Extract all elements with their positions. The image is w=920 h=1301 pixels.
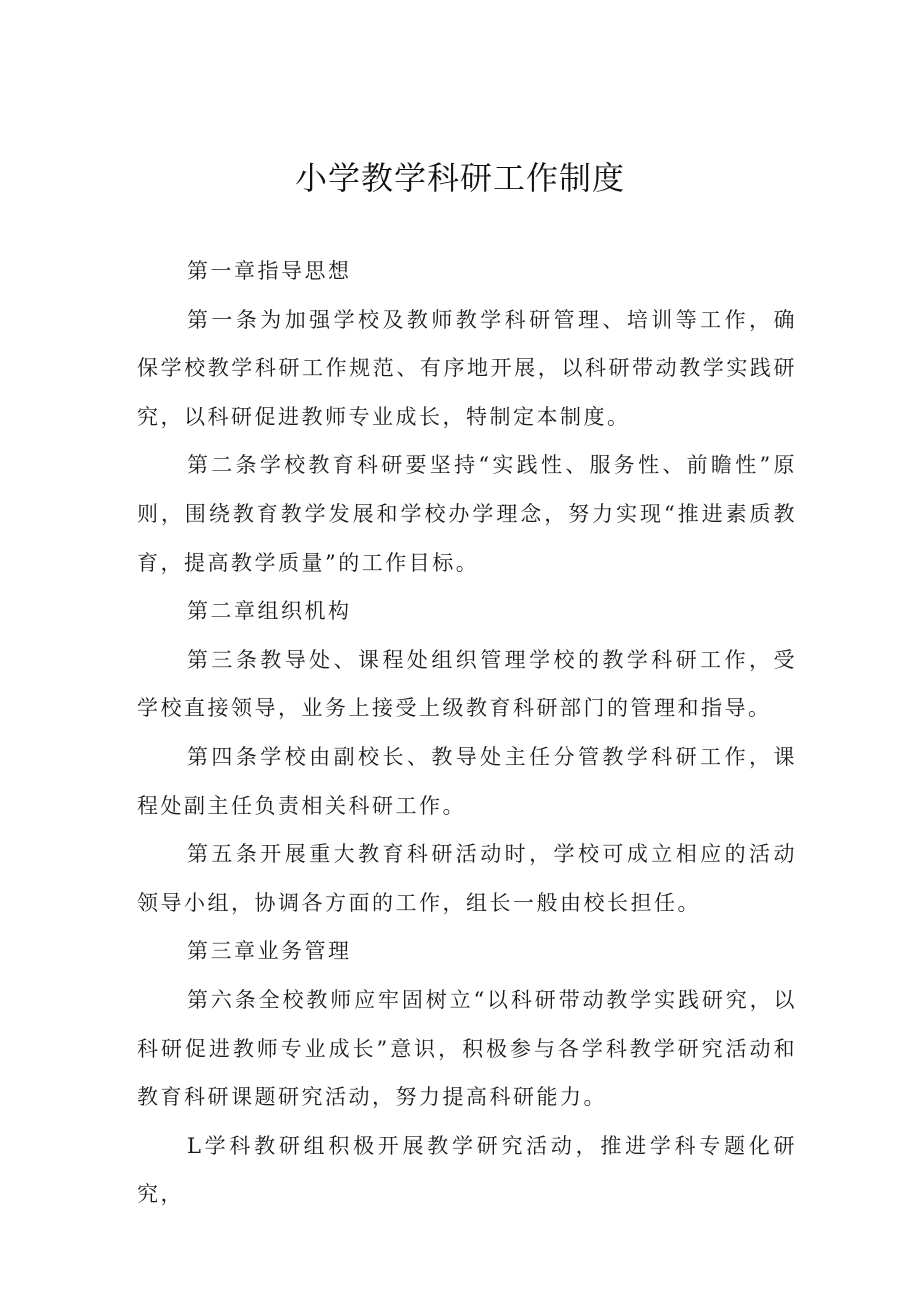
article-paragraph-3: 第三条教导处、课程处组织管理学校的教学科研工作，受学校直接领导，业务上接受上级教育科研部门的管理和指导。 xyxy=(137,647,797,721)
article-paragraph-1: 第一条为加强学校及教师教学科研管理、培训等工作，确保学校教学科研工作规范、有序地开展，以科研带动教学实践研究，以科研促进教师专业成长，特制定本制度。 xyxy=(137,307,797,429)
article-paragraph-2: 第二条学校教育科研要坚持“实践性、服务性、前瞻性”原则，围绕教育教学发展和学校办学理念，努力实现“推进素质教育，提高教学质量”的工作目标。 xyxy=(137,453,797,575)
chapter-heading-3: 第三章业务管理 xyxy=(187,939,352,964)
document-body xyxy=(137,247,797,1219)
article-paragraph-5: 第五条开展重大教育科研活动时，学校可成立相应的活动领导小组，协调各方面的工作，组长一般由校长担任。 xyxy=(137,842,797,915)
chapter-heading-1: 第一章指导思想 xyxy=(187,259,352,283)
article-paragraph-4: 第四条学校由副校长、教导处主任分管教学科研工作，课程处副主任负责相关科研工作。 xyxy=(137,744,797,818)
article-paragraph-6: 第六条全校教师应牢固树立“以科研带动教学实践研究，以科研促进教师专业成长”意识，积极参与各学科教学研究活动和教育科研课题研究活动，努力提高科研能力。 xyxy=(137,987,797,1110)
chapter-heading-2: 第二章组织机构 xyxy=(187,599,352,624)
list-item-paragraph-1: L学科教研组积极开展教学研究活动，推进学科专题化研究， xyxy=(137,1133,797,1207)
document-title: 小学教学科研工作制度 xyxy=(294,159,625,197)
